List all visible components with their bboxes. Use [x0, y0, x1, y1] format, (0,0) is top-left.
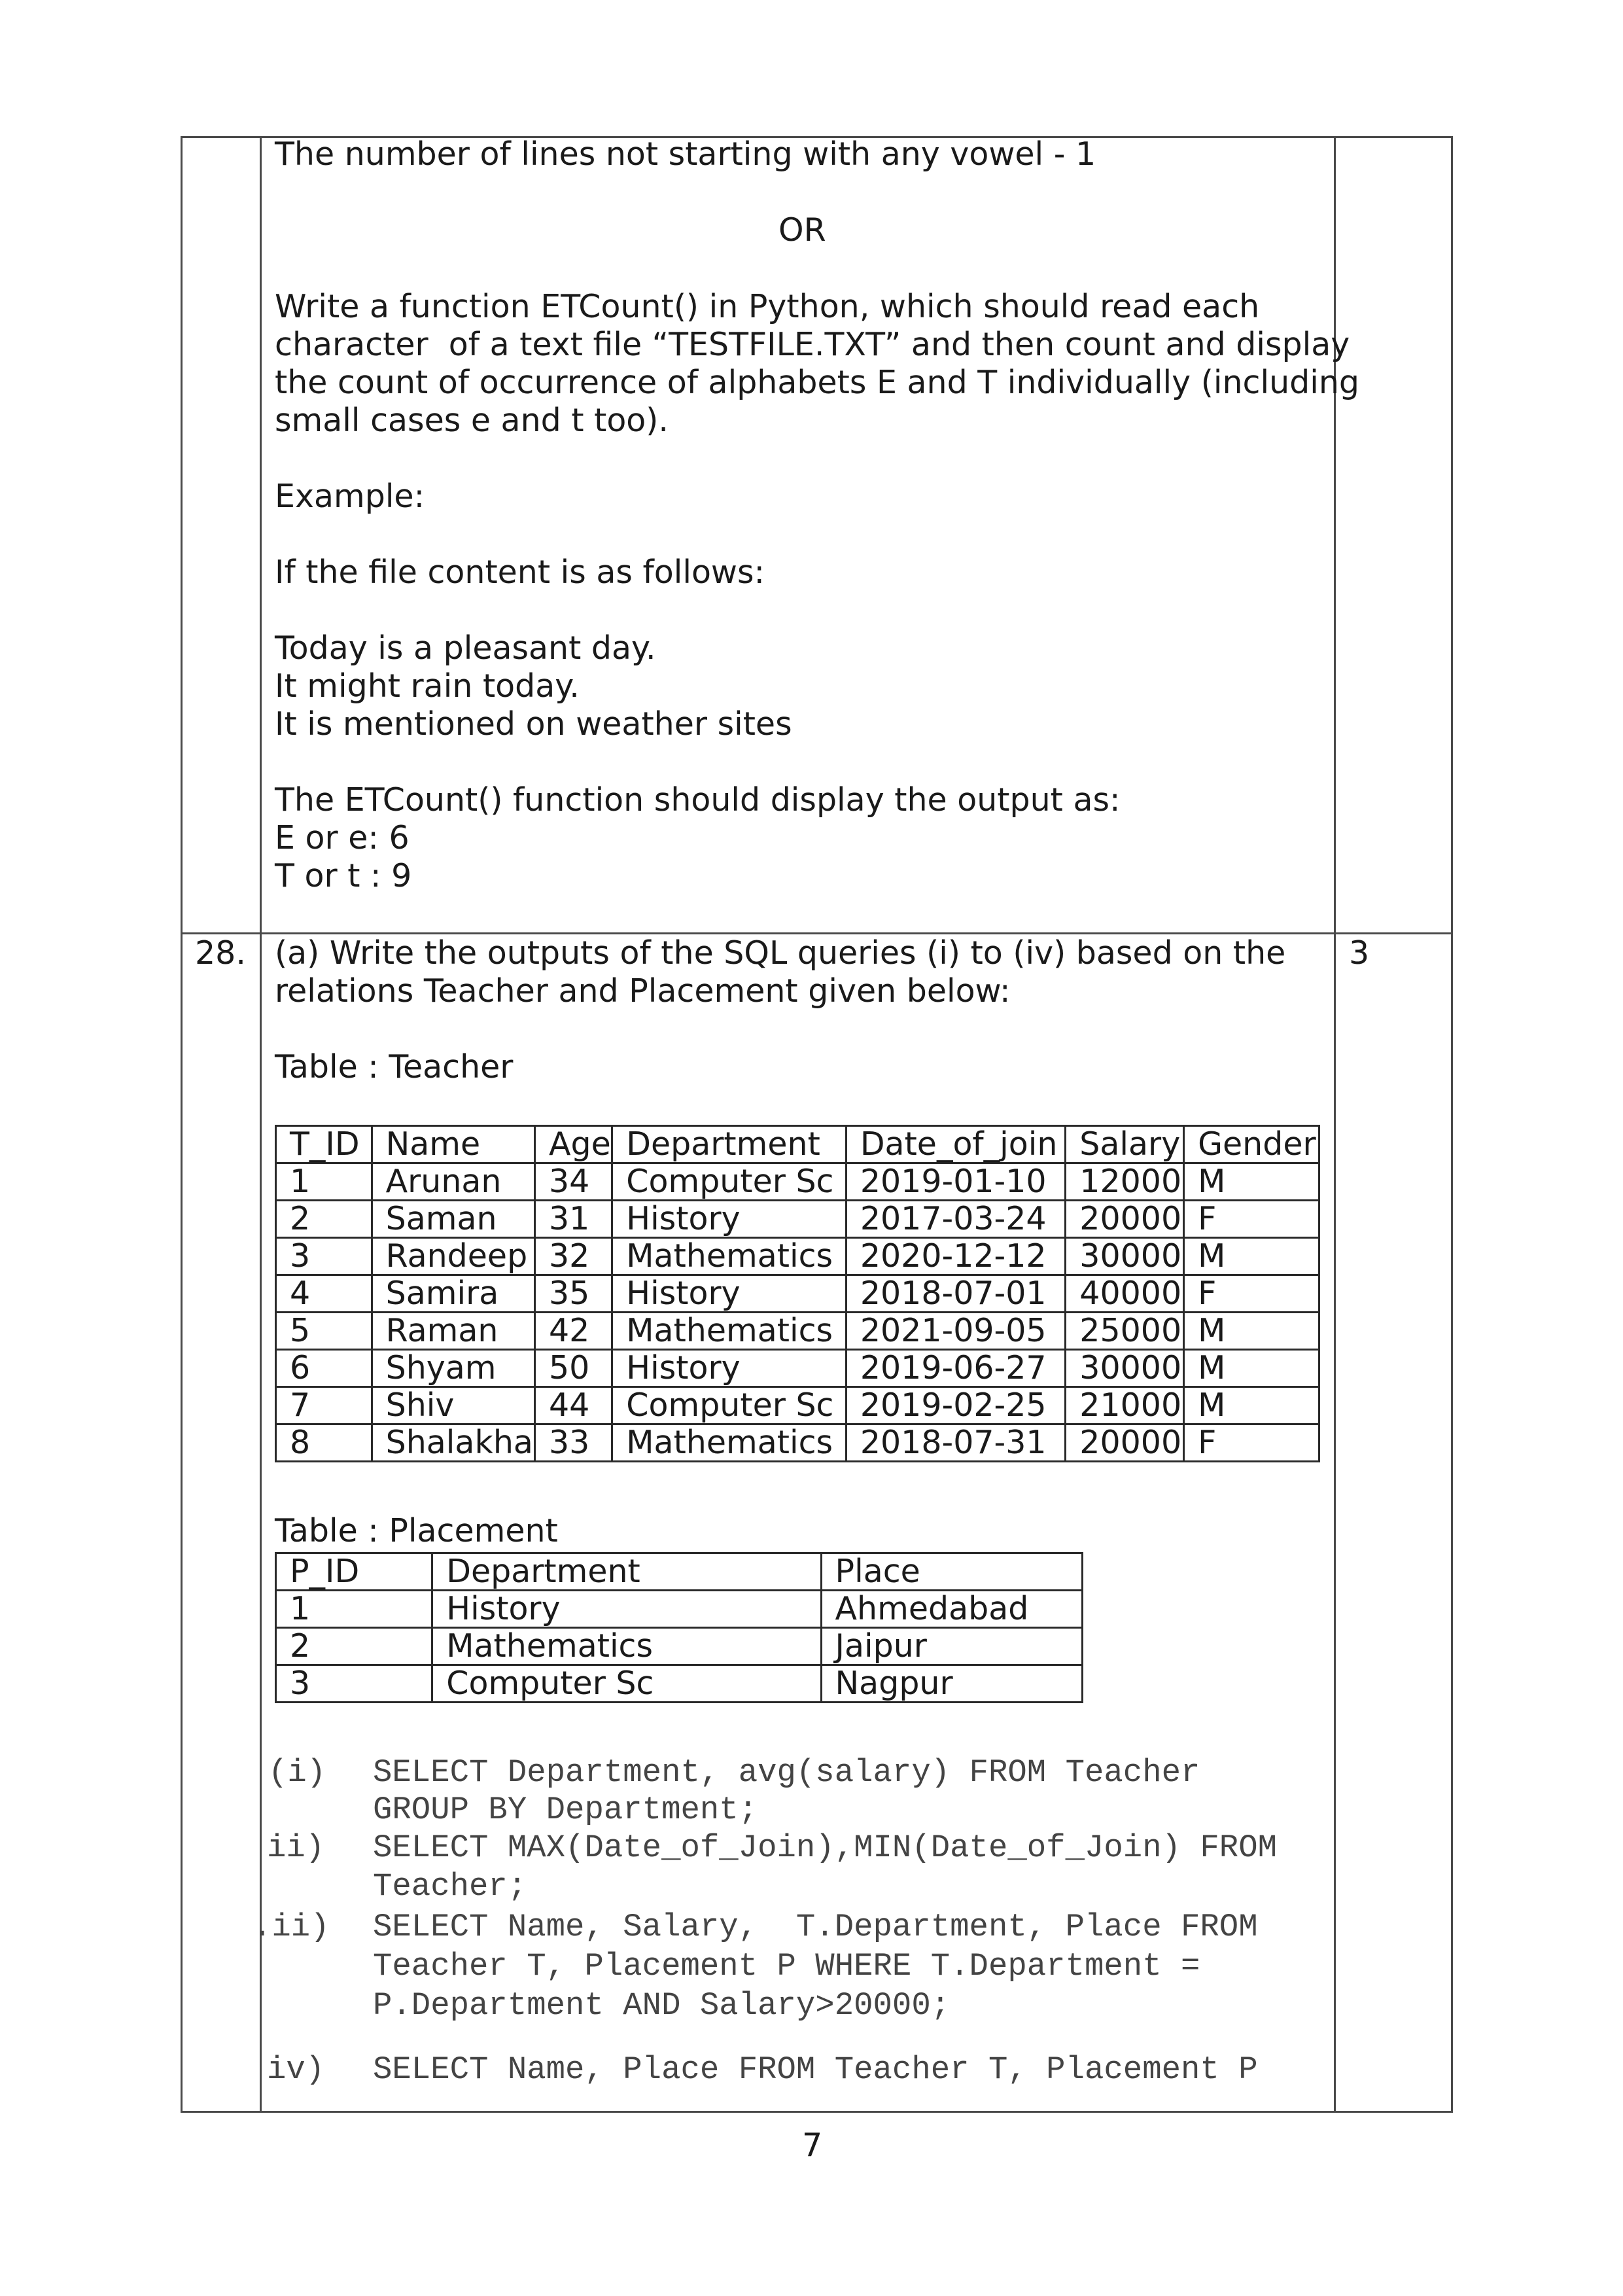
table-cell: 44 — [535, 1387, 612, 1424]
table-cell: F — [1184, 1424, 1319, 1462]
table-cell: Computer Sc — [432, 1665, 821, 1703]
table-cell: 32 — [535, 1238, 612, 1275]
teacher-table — [275, 1125, 1320, 1462]
query-label: (i) — [268, 1754, 326, 1791]
table-cell: F — [1184, 1201, 1319, 1238]
query-line: Teacher; — [373, 1868, 527, 1905]
question-paragraph-line: Write a function ETCount() in Python, which should read each — [275, 288, 1260, 325]
table-row — [276, 1201, 1319, 1238]
table-cell: F — [1184, 1275, 1319, 1313]
query-line: P.Department AND Salary>20000; — [373, 1987, 951, 2024]
table-cell: 4 — [276, 1275, 372, 1313]
column-header: Department — [612, 1126, 846, 1163]
table-cell: 2017-03-24 — [846, 1201, 1065, 1238]
column-header: Age — [535, 1126, 612, 1163]
table-cell: 42 — [535, 1313, 612, 1350]
question-number: 28. — [195, 934, 246, 972]
query-line: GROUP BY Department; — [373, 1792, 758, 1828]
frame-col-number — [260, 136, 262, 2113]
column-header: Department — [432, 1553, 821, 1591]
table-cell: Mathematics — [612, 1424, 846, 1462]
table-cell: 20000 — [1066, 1424, 1184, 1462]
frame-bottom — [181, 2111, 1453, 2113]
table-row — [276, 1163, 1319, 1201]
table-cell: Mathematics — [612, 1238, 846, 1275]
column-header: Gender — [1184, 1126, 1319, 1163]
table-cell: 40000 — [1066, 1275, 1184, 1313]
table-cell: 31 — [535, 1201, 612, 1238]
table-cell: 2019-02-25 — [846, 1387, 1065, 1424]
example-label: Example: — [275, 478, 425, 515]
question-paragraph-line: small cases e and t too). — [275, 402, 669, 439]
query-line: SELECT Name, Salary, T.Department, Place FROM — [373, 1909, 1258, 1945]
table-cell: Saman — [372, 1201, 534, 1238]
table-cell: 3 — [276, 1238, 372, 1275]
table-cell: 34 — [535, 1163, 612, 1201]
table-row — [276, 1313, 1319, 1350]
table-cell: 30000 — [1066, 1350, 1184, 1387]
query-label: iv) — [267, 2051, 325, 2088]
table-cell: M — [1184, 1238, 1319, 1275]
query-line: SELECT MAX(Date_of_Join),MIN(Date_of_Join) FROM — [373, 1829, 1278, 1866]
table-cell: 2018-07-01 — [846, 1275, 1065, 1313]
table-cell: 30000 — [1066, 1238, 1184, 1275]
query-line: SELECT Department, avg(salary) FROM Teacher — [373, 1754, 1200, 1791]
table-cell: Computer Sc — [612, 1163, 846, 1201]
question-marks: 3 — [1349, 934, 1370, 972]
frame-left — [181, 136, 183, 2113]
table-cell: 2020-12-12 — [846, 1238, 1065, 1275]
table-cell: 35 — [535, 1275, 612, 1313]
file-content-line: It is mentioned on weather sites — [275, 705, 792, 743]
column-header: Date_of_join — [846, 1126, 1065, 1163]
table-cell: History — [612, 1350, 846, 1387]
table-cell: 1 — [276, 1591, 432, 1628]
table-row — [276, 1387, 1319, 1424]
table-row — [276, 1275, 1319, 1313]
table-cell: 25000 — [1066, 1313, 1184, 1350]
table-cell: Arunan — [372, 1163, 534, 1201]
table-cell: 6 — [276, 1350, 372, 1387]
placement-table — [275, 1552, 1083, 1703]
table-row — [276, 1628, 1083, 1665]
table-row — [276, 1350, 1319, 1387]
table-cell: Randeep — [372, 1238, 534, 1275]
table-cell: 2021-09-05 — [846, 1313, 1065, 1350]
table-cell: 3 — [276, 1665, 432, 1703]
table-cell: 2019-06-27 — [846, 1350, 1065, 1387]
table-cell: History — [612, 1275, 846, 1313]
file-content-line: Today is a pleasant day. — [275, 629, 656, 667]
question-intro-line: relations Teacher and Placement given below: — [275, 972, 1011, 1010]
table-cell: Shiv — [372, 1387, 534, 1424]
column-header: Place — [821, 1553, 1082, 1591]
table-cell: Nagpur — [821, 1665, 1082, 1703]
table-cell: M — [1184, 1313, 1319, 1350]
table-cell: 21000 — [1066, 1387, 1184, 1424]
teacher-table-caption: Table : Teacher — [275, 1048, 514, 1086]
table-cell: 7 — [276, 1387, 372, 1424]
table-row — [276, 1238, 1319, 1275]
output-line: E or e: 6 — [275, 819, 410, 857]
output-intro: The ETCount() function should display the output as: — [275, 781, 1121, 819]
query-line: Teacher T, Placement P WHERE T.Department = — [373, 1948, 1200, 1985]
column-header: T_ID — [276, 1126, 372, 1163]
table-cell: 2018-07-31 — [846, 1424, 1065, 1462]
table-row — [276, 1424, 1319, 1462]
table-cell: M — [1184, 1163, 1319, 1201]
column-header: Salary — [1066, 1126, 1184, 1163]
frame-right — [1451, 136, 1453, 2113]
table-cell: Computer Sc — [612, 1387, 846, 1424]
table-cell: History — [432, 1591, 821, 1628]
table-cell: M — [1184, 1350, 1319, 1387]
table-row — [276, 1591, 1083, 1628]
file-intro: If the file content is as follows: — [275, 554, 765, 591]
table-cell: Mathematics — [612, 1313, 846, 1350]
question-paragraph-line: character of a text file “TESTFILE.TXT” and then count and display — [275, 326, 1350, 363]
table-cell: Shalakha — [372, 1424, 534, 1462]
table-cell: 8 — [276, 1424, 372, 1462]
table-cell: 1 — [276, 1163, 372, 1201]
file-content-line: It might rain today. — [275, 667, 580, 705]
or-separator: OR — [778, 211, 826, 249]
question-paragraph-line: the count of occurrence of alphabets E and T individually (including — [275, 364, 1360, 401]
table-header-row — [276, 1553, 1083, 1591]
table-cell: 2 — [276, 1628, 432, 1665]
table-cell: Mathematics — [432, 1628, 821, 1665]
query-line: SELECT Name, Place FROM Teacher T, Placement P — [373, 2051, 1258, 2088]
table-cell: Jaipur — [821, 1628, 1082, 1665]
page-number: 7 — [802, 2127, 823, 2164]
frame-col-marks — [1334, 136, 1336, 2113]
table-row — [276, 1665, 1083, 1703]
query-label: .ii) — [253, 1909, 330, 1945]
column-header: Name — [372, 1126, 534, 1163]
table-cell: 50 — [535, 1350, 612, 1387]
table-cell: History — [612, 1201, 846, 1238]
table-cell: Ahmedabad — [821, 1591, 1082, 1628]
vowel-count-line: The number of lines not starting with any vowel - 1 — [275, 135, 1096, 173]
output-line: T or t : 9 — [275, 857, 412, 894]
table-cell: 12000 — [1066, 1163, 1184, 1201]
table-cell: 2 — [276, 1201, 372, 1238]
table-header-row — [276, 1126, 1319, 1163]
table-cell: 20000 — [1066, 1201, 1184, 1238]
table-cell: 2019-01-10 — [846, 1163, 1065, 1201]
table-cell: Shyam — [372, 1350, 534, 1387]
table-cell: 5 — [276, 1313, 372, 1350]
placement-table-caption: Table : Placement — [275, 1512, 558, 1549]
table-cell: M — [1184, 1387, 1319, 1424]
column-header: P_ID — [276, 1553, 432, 1591]
question-intro-line: (a) Write the outputs of the SQL queries (i) to (iv) based on the — [275, 934, 1286, 972]
query-label: ii) — [267, 1829, 325, 1866]
table-cell: Raman — [372, 1313, 534, 1350]
table-cell: 33 — [535, 1424, 612, 1462]
table-cell: Samira — [372, 1275, 534, 1313]
